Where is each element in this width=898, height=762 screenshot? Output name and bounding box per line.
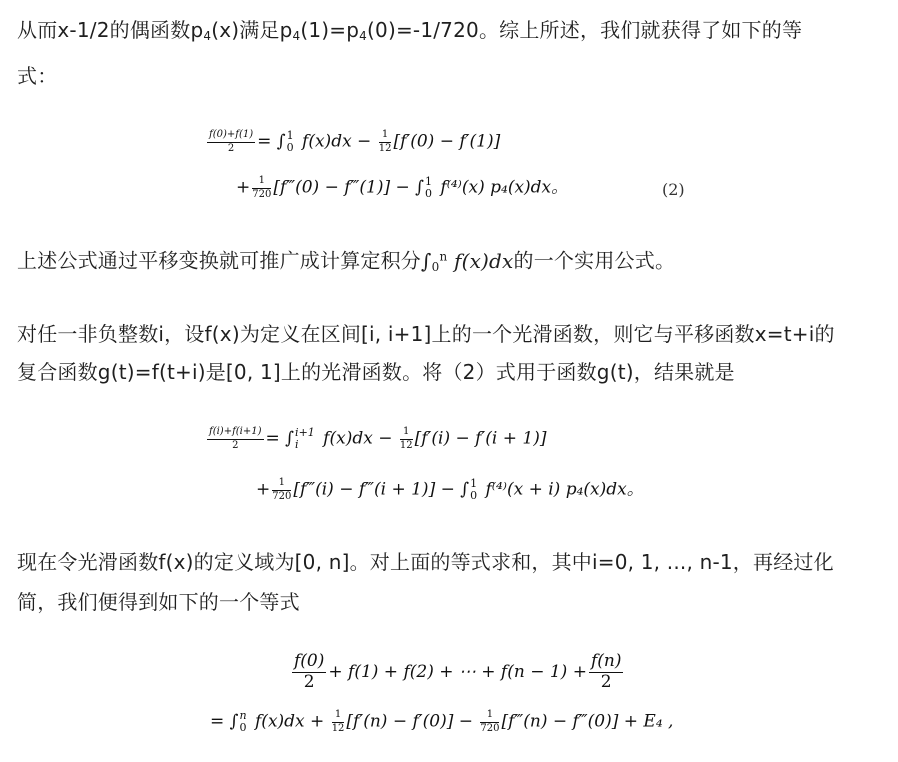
p2-text-post: 的一个实用公式。 xyxy=(513,248,676,273)
eq2-lhs-denominator: 2 xyxy=(232,439,239,451)
eq1-lower-limit: 0 xyxy=(286,141,294,154)
eq1-upper-limit: 1 xyxy=(286,129,294,143)
eq3-derivative-term: [f′(n) − f′(0)] − xyxy=(346,711,479,732)
equation-sum-row-2 xyxy=(210,710,673,734)
eq3-fn-numerator: f(n) xyxy=(590,651,622,671)
inline-integrand: f(x)dx xyxy=(447,248,514,273)
eq2-row2-limits xyxy=(470,478,477,501)
inline-integral-upper: n xyxy=(439,249,448,263)
eq2-frac720-den: 720 xyxy=(272,490,292,502)
eq2-third-derivative-term: [f‴(i) − f‴(i + 1)] − ∫ xyxy=(293,479,470,500)
eq2-integrand: f(x)dx − xyxy=(317,428,398,449)
eq3-third-derivative-term: [f‴(n) − f‴(0)] + E₄ , xyxy=(501,711,674,732)
eq2-lhs-fraction xyxy=(207,427,264,451)
eq2-derivative-term: [f′(i) − f′(i + 1)] xyxy=(414,428,547,449)
equation-shifted-row-2 xyxy=(256,478,644,502)
eq3-fn-fraction xyxy=(589,653,624,692)
eq1-frac720-num: 1 xyxy=(252,176,271,189)
eq1-frac720-den: 720 xyxy=(252,188,272,200)
eq1-frac12-num: 1 xyxy=(379,130,392,143)
eq3-frac12-den: 12 xyxy=(331,722,345,734)
paragraph-4-line-2: 简，我们便得到如下的一个等式 xyxy=(17,590,300,614)
eq3-frac12-num: 1 xyxy=(332,710,345,723)
eq3-middle-sum: + f(1) + f(2) + ⋯ + f(n − 1) + xyxy=(328,661,587,682)
eq2-lower-limit: i xyxy=(295,438,299,451)
eq2-upper-limit: i+1 xyxy=(295,426,315,440)
equation-2-row-1 xyxy=(205,130,500,154)
p1-sub-b: 4 xyxy=(292,29,301,43)
eq3-integral-sign: = ∫ xyxy=(210,711,239,732)
eq3-lower-limit: 0 xyxy=(239,721,247,734)
p1-text-b: (x)满足p xyxy=(211,18,293,42)
eq1-third-derivative-term: [f‴(0) − f‴(1)] − ∫ xyxy=(273,177,424,198)
equation-sum-row-1 xyxy=(290,653,625,692)
eq1-lhs-fraction xyxy=(207,130,255,154)
paragraph-4-line-1: 现在令光滑函数f(x)的定义域为[0, n]。对上面的等式求和，其中i=0, 1, ..., n-1，再经过化 xyxy=(17,550,834,574)
paragraph-3-line-2: 复合函数g(t)=f(t+i)是[0, 1]上的光滑函数。将（2）式用于函数g(t)，结果就是 xyxy=(17,360,735,384)
eq3-frac-720 xyxy=(480,710,499,734)
eq3-upper-limit: n xyxy=(239,709,247,723)
eq1-plus: + xyxy=(236,177,251,198)
paragraph-1-line-2: 式： xyxy=(17,64,58,88)
eq1-row2-limits xyxy=(425,176,432,199)
eq2-frac-720 xyxy=(272,478,291,502)
eq3-frac720-num: 1 xyxy=(480,710,499,723)
eq2-frac-12 xyxy=(400,427,413,451)
p1-sub-c: 4 xyxy=(359,29,368,43)
p1-text-a: 从而x-1/2的偶函数p xyxy=(17,18,204,42)
equation-number: (2) xyxy=(662,180,685,199)
eq1-integral-limits xyxy=(287,130,294,153)
eq3-integral-limits xyxy=(240,710,247,733)
eq1-frac12-den: 12 xyxy=(378,142,392,154)
eq2-plus: + xyxy=(256,479,271,500)
eq2-row2-lower: 0 xyxy=(470,489,478,502)
eq3-frac-12 xyxy=(332,710,345,734)
inline-integral xyxy=(421,249,514,273)
equation-2-row-2 xyxy=(236,176,568,200)
eq2-row2-upper: 1 xyxy=(470,477,478,491)
eq3-f0-denominator: 2 xyxy=(303,671,315,692)
eq3-integrand: f(x)dx + xyxy=(249,711,330,732)
eq2-lhs-numerator: f(i)+f(i+1) xyxy=(207,427,264,440)
eq2-frac12-den: 12 xyxy=(399,439,413,451)
eq1-frac-12 xyxy=(379,130,392,154)
p1-sub-a: 4 xyxy=(203,29,212,43)
eq1-lhs-denominator: 2 xyxy=(227,142,235,154)
p1-text-d: (0)=-1/720。综上所述，我们就获得了如下的等 xyxy=(367,18,803,42)
eq3-f0-fraction xyxy=(292,653,326,692)
eq1-integral-sign: = ∫ xyxy=(257,131,286,152)
eq1-remainder-integral: f⁽⁴⁾(x) p₄(x)dx。 xyxy=(435,177,569,198)
eq1-derivative-term: [f′(0) − f′(1)] xyxy=(393,131,501,152)
eq1-row2-lower: 0 xyxy=(425,187,432,200)
paragraph-1-line-1 xyxy=(17,18,803,43)
eq2-frac12-num: 1 xyxy=(400,427,413,440)
p1-text-c: (1)=p xyxy=(300,18,360,42)
eq1-row2-upper: 1 xyxy=(425,175,432,189)
eq2-integral-sign: = ∫ xyxy=(265,428,295,449)
eq3-f0-numerator: f(0) xyxy=(294,651,325,671)
inline-integral-sign: ∫ xyxy=(421,248,432,273)
eq1-integrand: f(x)dx − xyxy=(296,131,377,152)
eq2-remainder-integral: f⁽⁴⁾(x + i) p₄(x)dx。 xyxy=(480,479,644,500)
eq1-frac-720 xyxy=(252,176,271,200)
eq2-integral-limits xyxy=(295,427,315,450)
eq1-lhs-numerator: f(0)+f(1) xyxy=(207,130,255,143)
eq3-fn-denominator: 2 xyxy=(600,671,612,692)
paragraph-3-line-1: 对任一非负整数i，设f(x)为定义在区间[i, i+1]上的一个光滑函数，则它与平移函数x=t+i的 xyxy=(17,322,835,346)
eq3-frac720-den: 720 xyxy=(480,722,500,734)
paragraph-2 xyxy=(17,246,676,274)
equation-shifted-row-1 xyxy=(205,427,547,451)
inline-integral-lower: 0 xyxy=(431,259,440,274)
eq2-frac720-num: 1 xyxy=(272,478,291,491)
p2-text-pre: 上述公式通过平移变换就可推广成计算定积分 xyxy=(17,248,421,273)
